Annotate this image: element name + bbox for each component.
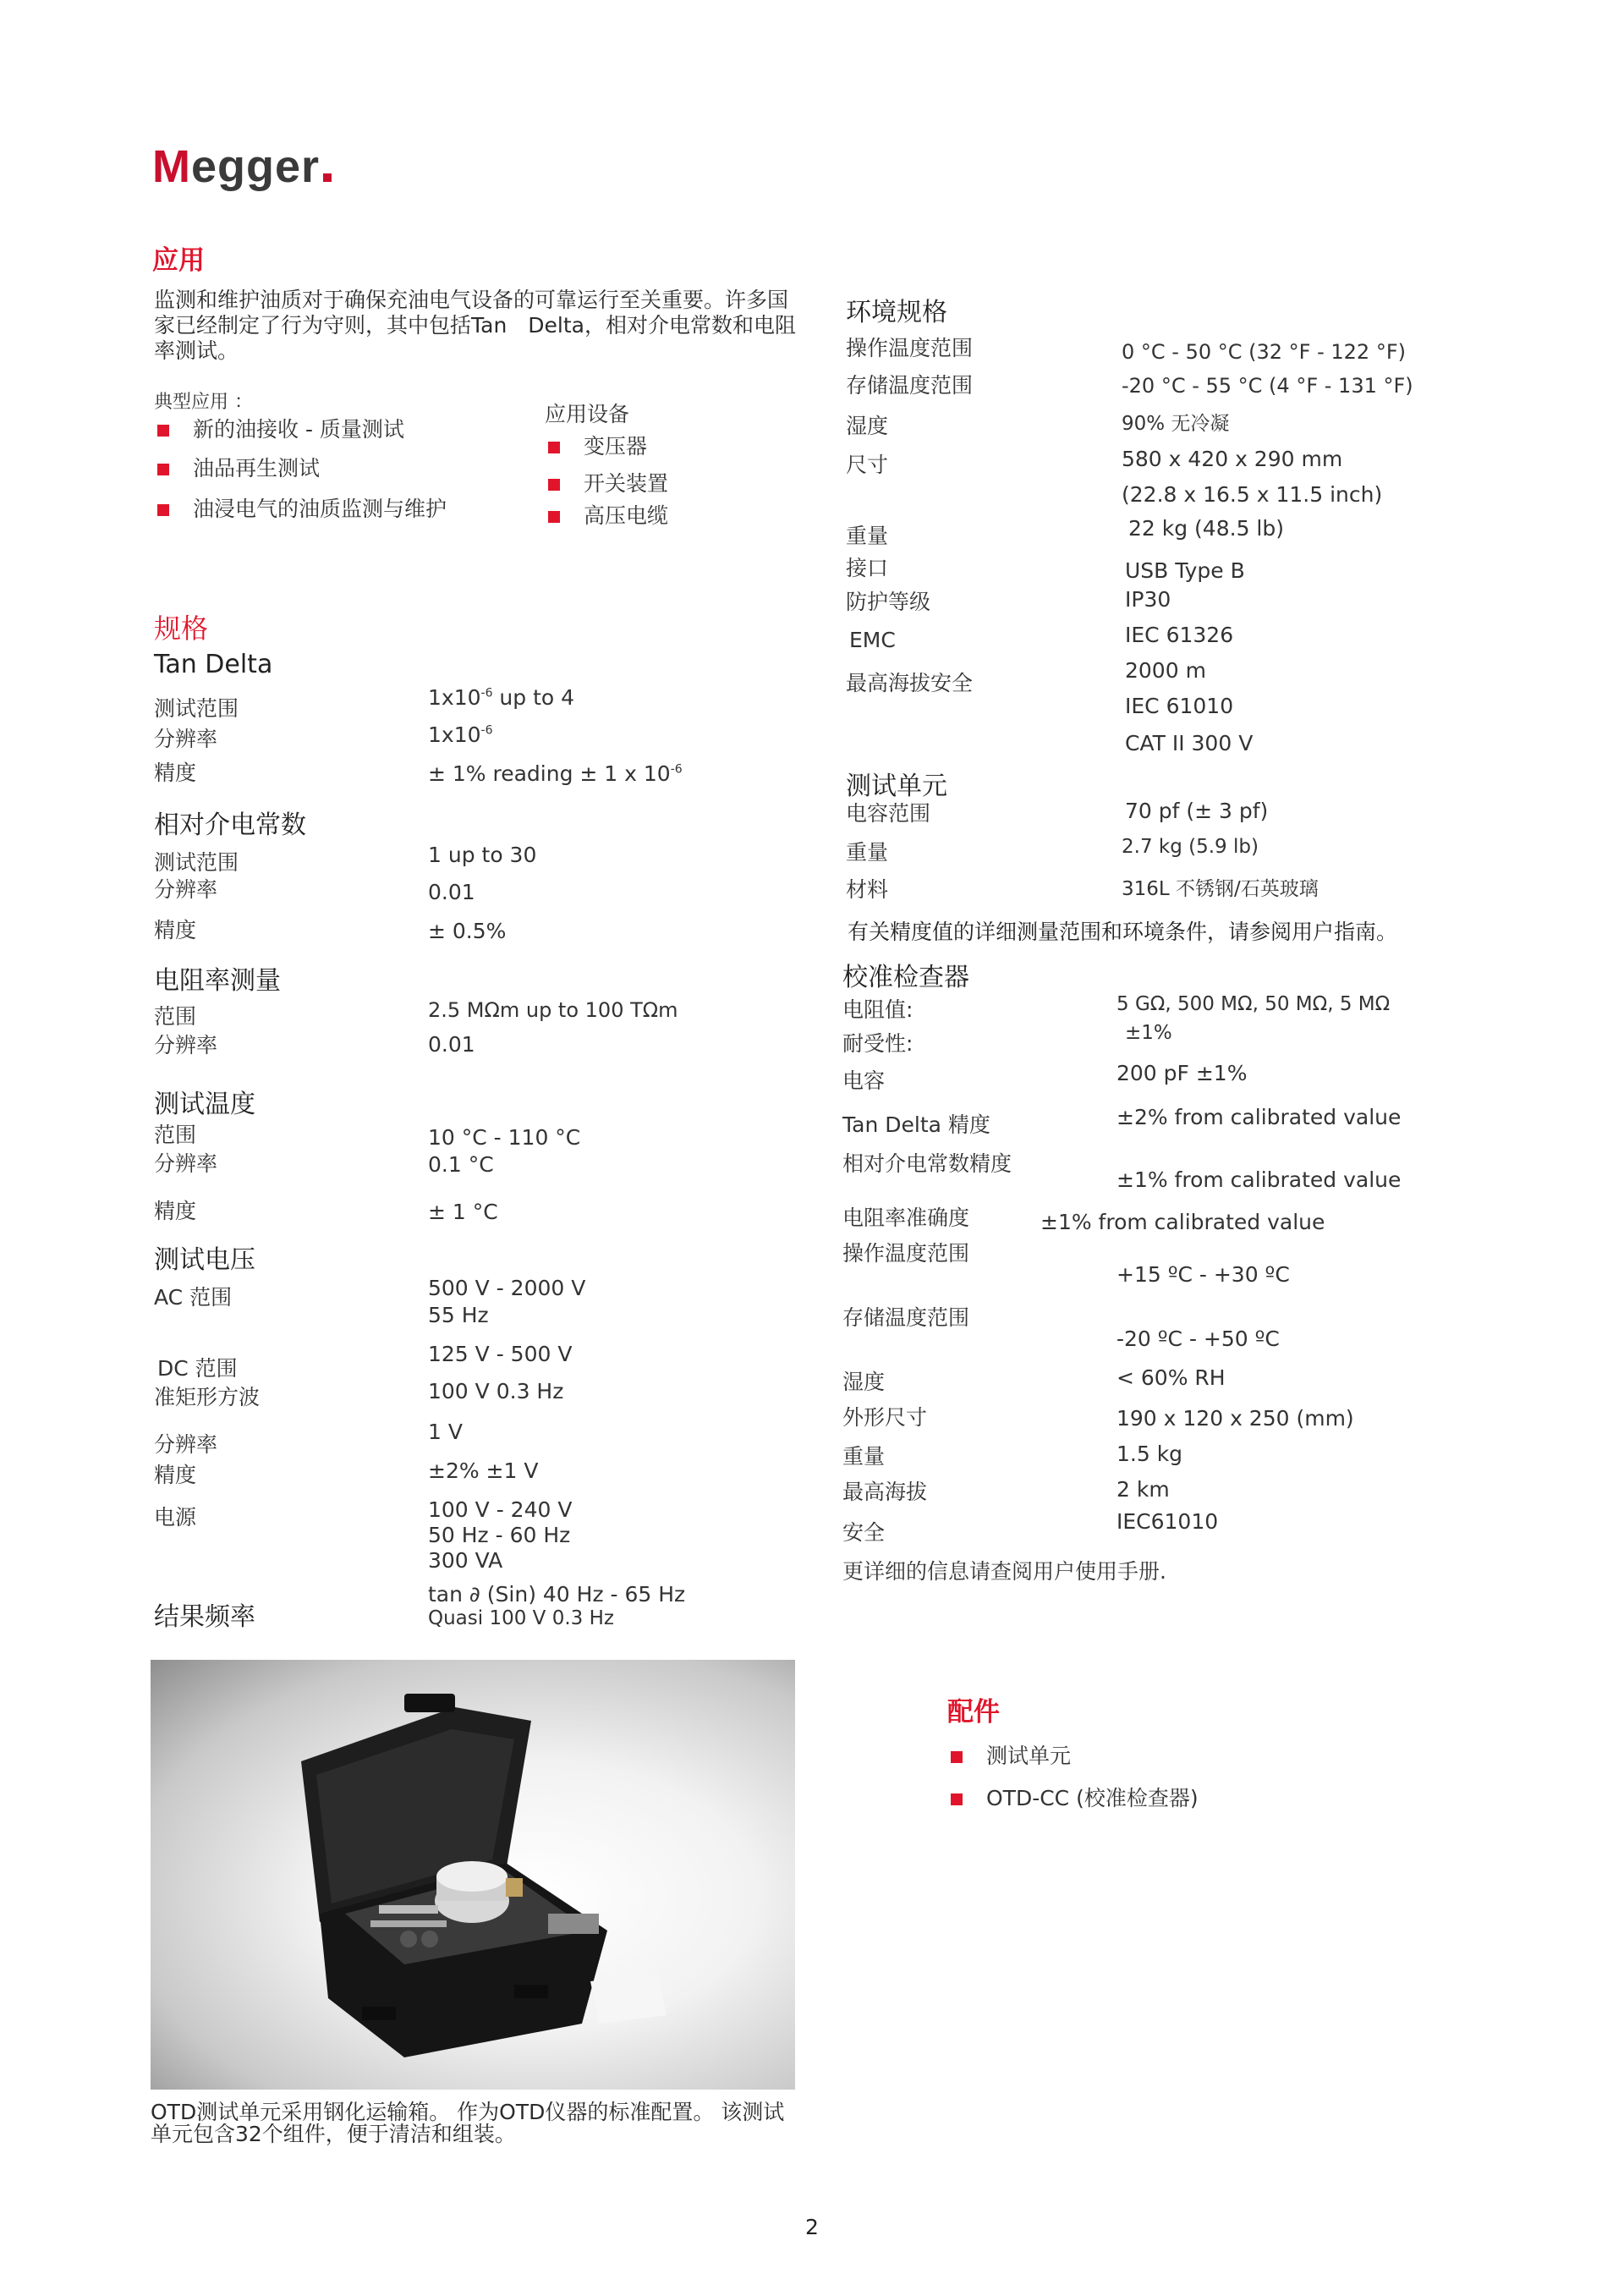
env-label: 防护等级	[846, 590, 931, 614]
equipment-item: 高压电缆	[548, 499, 668, 530]
env-value: IEC 61010	[1125, 694, 1234, 718]
env-value: 2000 m	[1125, 658, 1206, 683]
checker-value: +15 ºC - +30 ºC	[1116, 1262, 1290, 1287]
temperature-res-label: 分辨率	[154, 1151, 218, 1176]
bullet-icon	[157, 504, 169, 516]
env-value: IEC 61326	[1125, 623, 1234, 647]
power-value-1: 100 V - 240 V	[428, 1497, 573, 1522]
env-value: IP30	[1125, 587, 1171, 612]
accessories-title: 配件	[947, 1697, 1000, 1727]
checker-label: 相对介电常数精度	[842, 1151, 1012, 1176]
power-label: 电源	[154, 1505, 197, 1530]
cell-label: 材料	[846, 877, 889, 902]
environment-heading: 环境规格	[846, 298, 947, 327]
temperature-range-value: 10 °C - 110 °C	[428, 1125, 581, 1150]
test-cell-case-image	[151, 1660, 795, 2090]
accessory-item: 测试单元	[951, 1739, 1071, 1770]
env-value: CAT II 300 V	[1125, 731, 1254, 755]
checker-value: 1.5 kg	[1116, 1442, 1183, 1466]
checker-value: ±1%	[1125, 1022, 1172, 1044]
checker-label: 最高海拔	[842, 1480, 928, 1504]
env-label: 最高海拔安全	[846, 671, 974, 695]
checker-label: 电阻值:	[842, 997, 914, 1022]
env-label: 操作温度范围	[846, 336, 974, 360]
env-label: 存储温度范围	[846, 373, 974, 398]
logo-text-rest: egger	[190, 141, 321, 192]
permittivity-range-label: 测试范围	[154, 850, 239, 875]
typical-item: 油品再生测试	[157, 452, 320, 482]
resistivity-res-label: 分辨率	[154, 1033, 218, 1057]
env-value: 0 °C - 50 °C (32 °F - 122 °F)	[1122, 340, 1406, 364]
tan-delta-acc-value: ± 1% reading ± 1 x $10^{-6}$	[428, 761, 683, 786]
temperature-heading: 测试温度	[154, 1090, 255, 1119]
megger-logo: Megger	[152, 140, 332, 193]
typical-item: 油浸电气的油质监测与维护	[157, 492, 447, 523]
tan-delta-range-label: 测试范围	[154, 696, 239, 721]
checker-label: 外形尺寸	[842, 1405, 928, 1430]
temperature-range-label: 范围	[154, 1123, 197, 1147]
application-intro: 监测和维护油质对于确保充油电气设备的可靠运行至关重要。许多国家已经制定了行为守则，其中包括Tan Delta，相对介电常数和电阻率测试。	[154, 288, 796, 363]
voltage-ac-value-2: 55 Hz	[428, 1303, 489, 1327]
checker-value: IEC61010	[1116, 1509, 1219, 1534]
equipment-item: 变压器	[548, 430, 647, 460]
voltage-heading: 测试电压	[154, 1245, 255, 1275]
voltage-res-value: 1 V	[428, 1420, 463, 1444]
permittivity-acc-value: ± 0.5%	[428, 919, 507, 943]
env-value: USB Type B	[1125, 558, 1245, 583]
checker-value: 5 GΩ, 500 MΩ, 50 MΩ, 5 MΩ	[1116, 993, 1391, 1015]
tan-delta-range-value: $1x10^{-6}$ up to 4	[428, 685, 575, 710]
power-value-2: 50 Hz - 60 Hz	[428, 1523, 571, 1547]
temperature-acc-value: ± 1 °C	[428, 1200, 498, 1224]
tan-delta-acc-label: 精度	[154, 761, 197, 785]
voltage-square-value: 100 V 0.3 Hz	[428, 1379, 564, 1403]
bullet-icon	[548, 511, 560, 523]
checker-label: 耐受性:	[842, 1031, 914, 1056]
checker-label: 电容	[842, 1068, 886, 1093]
test-cell-note: 有关精度值的详细测量范围和环境条件，请参阅用户指南。	[848, 920, 1398, 944]
permittivity-heading: 相对介电常数	[154, 810, 306, 840]
page-number: 2	[805, 2215, 819, 2239]
bullet-icon	[951, 1751, 963, 1763]
voltage-dc-value: 125 V - 500 V	[428, 1342, 573, 1366]
checker-label: 存储温度范围	[842, 1305, 970, 1330]
voltage-square-label: 准矩形方波	[154, 1385, 261, 1409]
checker-label: Tan Delta 精度	[842, 1112, 990, 1137]
bullet-icon	[548, 442, 560, 453]
env-value: -20 °C - 55 °C (4 °F - 131 °F)	[1122, 374, 1413, 398]
logo-dot	[323, 173, 332, 182]
resistivity-heading: 电阻率测量	[154, 966, 281, 996]
result-frequency-label: 结果频率	[154, 1602, 255, 1632]
bullet-icon	[951, 1793, 963, 1805]
temperature-res-value: 0.1 °C	[428, 1152, 494, 1177]
env-label: 尺寸	[846, 453, 889, 477]
calibration-checker-heading: 校准检查器	[842, 963, 969, 992]
temperature-acc-label: 精度	[154, 1199, 197, 1223]
result-frequency-value-2: Quasi 100 V 0.3 Hz	[428, 1607, 614, 1629]
photo-caption: OTD测试单元采用钢化运输箱。 作为OTD仪器的标准配置。 该测试单元包含32个组件，便于清洁和组装。	[151, 2100, 785, 2146]
bullet-icon	[548, 479, 560, 491]
tan-delta-res-value: $1x10^{-6}$	[428, 722, 493, 747]
resistivity-res-value: 0.01	[428, 1032, 475, 1057]
application-equipment-label: 应用设备	[545, 402, 630, 426]
checker-value: 190 x 120 x 250 (mm)	[1116, 1406, 1354, 1431]
checker-label: 湿度	[842, 1370, 886, 1394]
bullet-icon	[157, 425, 169, 437]
cell-label: 电容范围	[846, 801, 931, 826]
cell-value: 316L 不锈钢/石英玻璃	[1122, 878, 1319, 900]
voltage-dc-label: DC 范围	[157, 1356, 238, 1381]
cell-value: 2.7 kg (5.9 lb)	[1122, 836, 1259, 858]
permittivity-res-value: 0.01	[428, 880, 475, 904]
checker-value: ±2% from calibrated value	[1116, 1105, 1402, 1129]
permittivity-range-value: 1 up to 30	[428, 843, 537, 867]
voltage-acc-value: ±2% ±1 V	[428, 1458, 539, 1483]
checker-value: 200 pF ±1%	[1116, 1061, 1248, 1085]
resistivity-range-label: 范围	[154, 1004, 197, 1029]
voltage-acc-label: 精度	[154, 1463, 197, 1487]
env-value: 22 kg (48.5 lb)	[1128, 516, 1284, 541]
power-value-3: 300 VA	[428, 1548, 503, 1573]
voltage-ac-label: AC 范围	[154, 1285, 233, 1310]
env-value: 580 x 420 x 290 mm	[1122, 447, 1343, 471]
voltage-ac-value-1: 500 V - 2000 V	[428, 1276, 586, 1300]
checker-value: ±1% from calibrated value	[1116, 1167, 1402, 1192]
checker-value: -20 ºC - +50 ºC	[1116, 1327, 1280, 1351]
typical-applications-label: 典型应用 ：	[154, 392, 253, 413]
env-value: (22.8 x 16.5 x 11.5 inch)	[1122, 482, 1383, 507]
checker-value: 2 km	[1116, 1477, 1170, 1502]
resistivity-range-value: 2.5 MΩm up to 100 TΩm	[428, 998, 678, 1022]
result-frequency-value-1: tan ∂ (Sin) 40 Hz - 65 Hz	[428, 1582, 686, 1607]
tan-delta-heading: Tan Delta	[154, 650, 273, 679]
env-label: 接口	[846, 556, 889, 580]
bullet-icon	[157, 464, 169, 475]
tan-delta-res-label: 分辨率	[154, 727, 218, 751]
checker-label: 操作温度范围	[842, 1241, 970, 1266]
env-label: 湿度	[846, 414, 889, 438]
test-cell-heading: 测试单元	[846, 772, 947, 801]
cell-label: 重量	[846, 840, 889, 865]
checker-value: ±1% from calibrated value	[1040, 1210, 1325, 1234]
voltage-res-label: 分辨率	[154, 1432, 218, 1457]
env-label: 重量	[846, 524, 889, 548]
equipment-item: 开关装置	[548, 467, 668, 497]
checker-label: 电阻率准确度	[842, 1206, 970, 1230]
checker-note: 更详细的信息请查阅用户使用手册.	[842, 1559, 1166, 1584]
env-label: EMC	[849, 628, 896, 652]
accessory-item: OTD-CC (校准检查器)	[951, 1782, 1199, 1812]
checker-label: 重量	[842, 1444, 886, 1469]
spec-title: 规格	[154, 612, 209, 645]
checker-label: 安全	[842, 1520, 886, 1545]
permittivity-acc-label: 精度	[154, 918, 197, 942]
product-photo	[151, 1660, 795, 2090]
env-value: 90% 无冷凝	[1122, 413, 1230, 435]
typical-item: 新的油接收 - 质量测试	[157, 413, 404, 443]
cell-value: 70 pf (± 3 pf)	[1125, 799, 1269, 823]
permittivity-res-label: 分辨率	[154, 877, 218, 902]
checker-value: < 60% RH	[1116, 1365, 1226, 1390]
application-title: 应用	[152, 245, 205, 276]
